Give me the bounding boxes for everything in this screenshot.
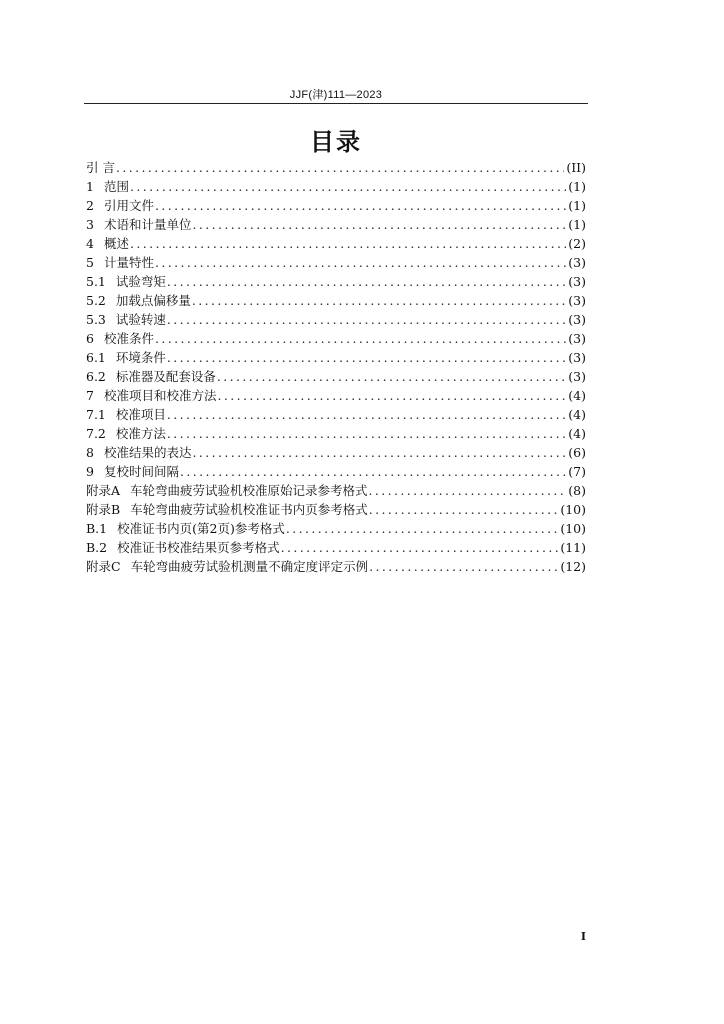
toc-entry-page: (3) [568, 293, 586, 308]
toc-dot-leader [217, 386, 566, 405]
toc-dot-leader [167, 424, 566, 443]
toc-dot-leader [369, 557, 558, 576]
toc-entry [86, 310, 586, 329]
toc-entry-number: 附录C [86, 559, 121, 574]
toc-dot-leader [180, 462, 566, 481]
toc-entry-number: 附录A [86, 483, 121, 498]
toc-dot-leader [286, 519, 558, 538]
toc-entry-page: (10) [560, 502, 586, 517]
toc-entry [86, 443, 586, 462]
toc-entry [86, 424, 586, 443]
toc-entry-title: 车轮弯曲疲劳试验机校准原始记录参考格式 [130, 483, 368, 498]
toc-entry-title: 引 言 [86, 160, 115, 175]
toc-entry-page: (1) [568, 198, 586, 213]
toc-entry-page: (3) [568, 350, 586, 365]
toc-entry-title: 复校时间间隔 [103, 464, 179, 479]
toc-entry-number: 5.1 [86, 274, 106, 289]
toc-entry-number: B.2 [86, 540, 108, 555]
toc-dot-leader [192, 215, 566, 234]
toc-entry [86, 367, 586, 386]
toc-entry-title: 校准证书校准结果页参考格式 [117, 540, 280, 555]
toc-dot-leader [192, 291, 566, 310]
toc-entry-page: (11) [560, 540, 586, 555]
toc-entry-number: 附录B [86, 502, 121, 517]
toc-entry-title: 校准项目和校准方法 [103, 388, 217, 403]
toc-entry-title: 加载点偏移量 [115, 293, 191, 308]
toc-dot-leader [369, 481, 567, 500]
toc-entry-number: 6.2 [86, 369, 106, 384]
toc-dot-leader [155, 196, 566, 215]
toc-entry-number: 7.1 [86, 407, 106, 422]
toc-entry-page: (3) [568, 312, 586, 327]
toc-entry-page: (II) [566, 160, 586, 175]
toc-entry [86, 158, 586, 177]
toc-entry-title: 范围 [103, 179, 129, 194]
toc-entry [86, 348, 586, 367]
toc-entry-title: 校准证书内页(第2页)参考格式 [117, 521, 285, 536]
toc-entry-page: (1) [568, 217, 586, 232]
toc-entry [86, 177, 586, 196]
toc-entry [86, 272, 586, 291]
toc-dot-leader [155, 329, 566, 348]
toc-entry-title: 车轮弯曲疲劳试验机校准证书内页参考格式 [130, 502, 368, 517]
toc-entry [86, 519, 586, 538]
toc-entry-page: (3) [568, 274, 586, 289]
toc-entry-title: 校准条件 [103, 331, 154, 346]
toc-entry [86, 500, 586, 519]
toc-dot-leader [167, 272, 566, 291]
toc-entry-title: 术语和计量单位 [103, 217, 192, 232]
toc-dot-leader [217, 367, 566, 386]
toc-entry-title: 概述 [103, 236, 129, 251]
toc-entry-page: (3) [568, 369, 586, 384]
toc-dot-leader [167, 348, 566, 367]
toc-entry [86, 462, 586, 481]
toc-entry [86, 291, 586, 310]
page-number: I [580, 930, 586, 943]
toc-entry [86, 234, 586, 253]
toc-entry-title: 引用文件 [103, 198, 154, 213]
toc-dot-leader [116, 158, 564, 177]
toc-entry-number: 6 [86, 331, 94, 346]
toc-entry-number: 4 [86, 236, 94, 251]
toc-entry-title: 车轮弯曲疲劳试验机测量不确定度评定示例 [130, 559, 369, 574]
toc-entry-page: (4) [568, 388, 586, 403]
toc-entry-number: B.1 [86, 521, 108, 536]
toc-dot-leader [130, 177, 566, 196]
toc-entry-number: 7 [86, 388, 94, 403]
toc-dot-leader [167, 310, 566, 329]
toc-entry-number: 9 [86, 464, 94, 479]
toc-entry [86, 557, 586, 576]
toc-entry-page: (1) [568, 179, 586, 194]
toc-entry-page: (8) [568, 483, 586, 498]
document-code-header: JJF(津)111—2023 [289, 89, 383, 101]
toc-entry [86, 386, 586, 405]
toc-entry-page: (12) [560, 559, 586, 574]
toc-entry-number: 5.3 [86, 312, 106, 327]
toc-entry-page: (4) [568, 426, 586, 441]
toc-entry-page: (3) [568, 255, 586, 270]
toc-entry-title: 试验转速 [115, 312, 166, 327]
toc-entry-title: 校准项目 [115, 407, 166, 422]
header-rule [84, 103, 588, 104]
toc-entry [86, 215, 586, 234]
toc-entry-number: 5.2 [86, 293, 106, 308]
table-of-contents [86, 158, 586, 576]
page-title: 目录 [310, 128, 362, 156]
toc-entry [86, 481, 586, 500]
toc-entry [86, 196, 586, 215]
toc-entry-number: 6.1 [86, 350, 106, 365]
toc-dot-leader [167, 405, 566, 424]
toc-dot-leader [369, 500, 559, 519]
toc-entry [86, 405, 586, 424]
toc-entry-number: 3 [86, 217, 94, 232]
toc-entry-page: (2) [568, 236, 586, 251]
toc-entry-number: 2 [86, 198, 94, 213]
toc-entry-page: (10) [560, 521, 586, 536]
toc-entry-number: 1 [86, 179, 94, 194]
toc-dot-leader [155, 253, 566, 272]
toc-entry-page: (4) [568, 407, 586, 422]
toc-entry-page: (3) [568, 331, 586, 346]
toc-entry-number: 5 [86, 255, 94, 270]
toc-entry-title: 试验弯矩 [115, 274, 166, 289]
toc-entry [86, 538, 586, 557]
toc-entry-title: 校准结果的表达 [103, 445, 192, 460]
toc-entry-number: 8 [86, 445, 94, 460]
toc-dot-leader [192, 443, 566, 462]
toc-entry [86, 329, 586, 348]
toc-entry-page: (7) [568, 464, 586, 479]
toc-entry-title: 校准方法 [115, 426, 166, 441]
toc-entry-number: 7.2 [86, 426, 106, 441]
toc-dot-leader [281, 538, 559, 557]
toc-entry [86, 253, 586, 272]
toc-entry-title: 计量特性 [103, 255, 154, 270]
toc-entry-title: 标准器及配套设备 [115, 369, 216, 384]
toc-entry-title: 环境条件 [115, 350, 166, 365]
toc-dot-leader [130, 234, 566, 253]
toc-entry-page: (6) [568, 445, 586, 460]
